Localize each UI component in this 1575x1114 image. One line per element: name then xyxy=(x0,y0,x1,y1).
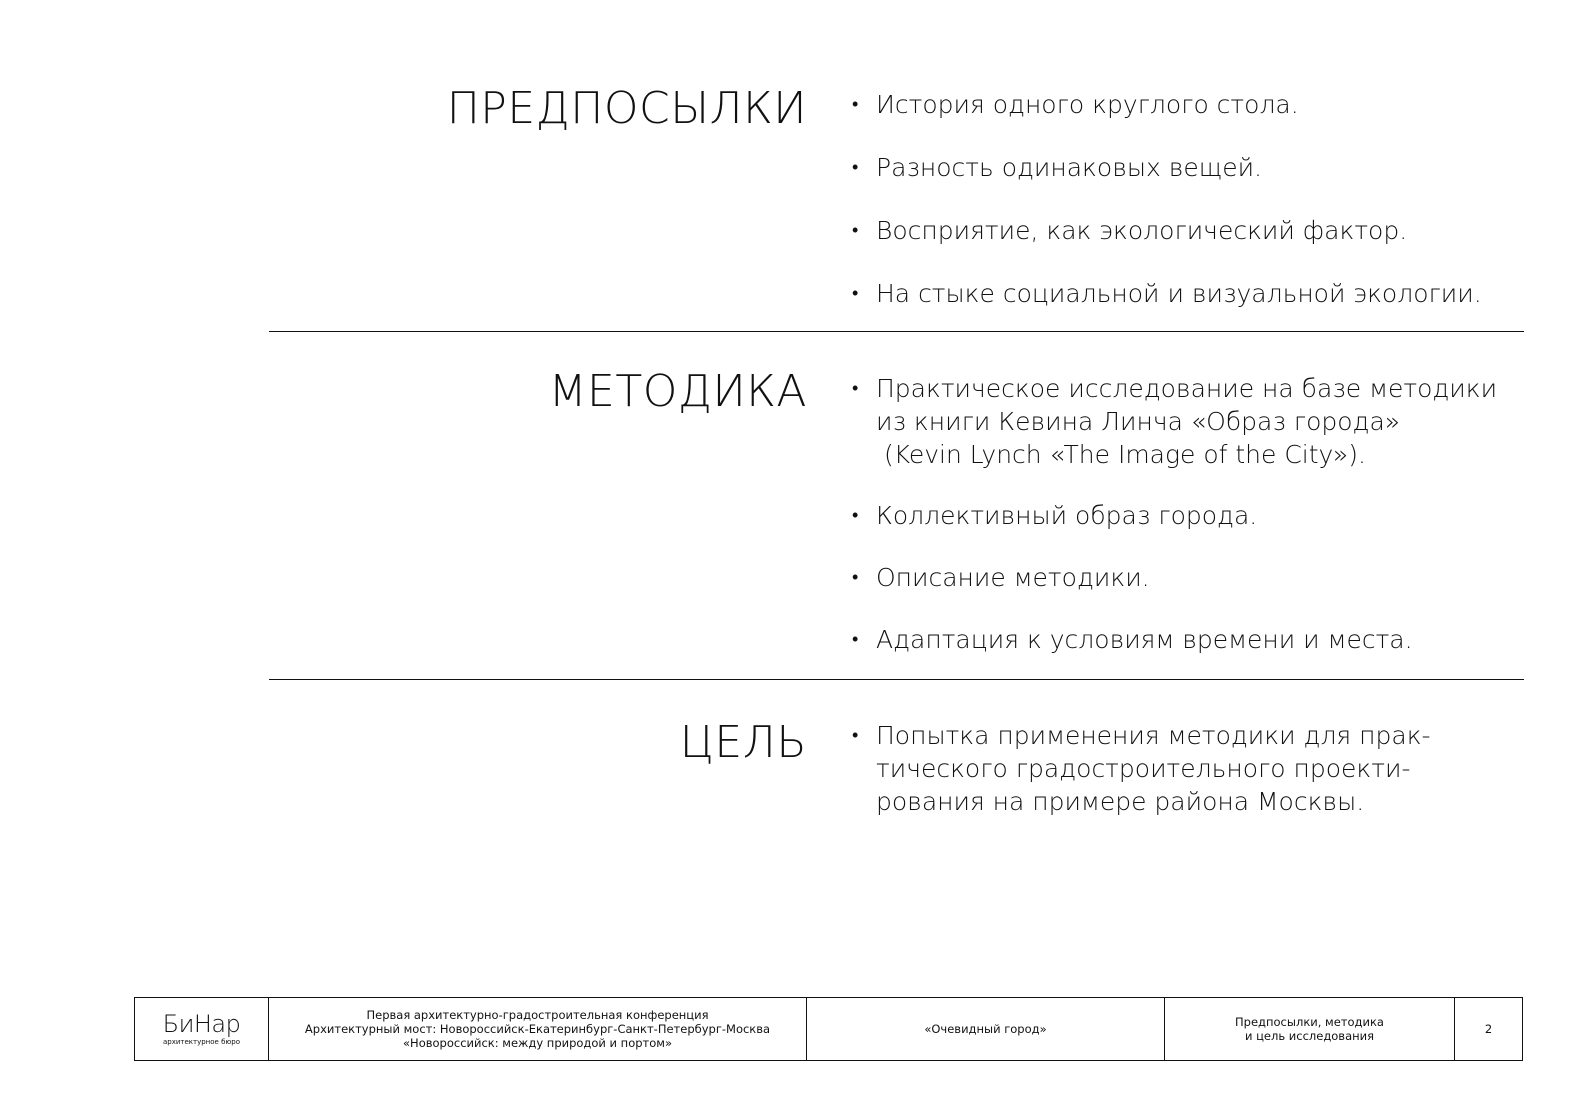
section-title-methodology: МЕТОДИКА xyxy=(548,366,807,417)
list-item: • Адаптация к условиям времени и места. xyxy=(852,623,1532,656)
list-item: • История одного круглого стола. xyxy=(852,88,1532,121)
methodology-list xyxy=(852,372,1532,656)
section-title-goal: ЦЕЛЬ xyxy=(679,717,807,768)
logo-subtitle: архитектурное бюро xyxy=(162,1037,241,1046)
list-item: • Описание методики. xyxy=(852,561,1532,594)
list-item: • Практическое исследование на базе методики из книги Кевина Линча «Образ города» (Kevin Lynch «The Image of the City»). xyxy=(852,372,1532,471)
section-title-prerequisites: ПРЕДПОСЫЛКИ xyxy=(446,83,807,134)
logo xyxy=(135,998,269,1060)
list-item: • Коллективный образ города. xyxy=(852,499,1532,532)
list-item: • Восприятие, как экологический фактор. xyxy=(852,214,1532,247)
goal-list xyxy=(852,719,1532,818)
page-number: 2 xyxy=(1484,1022,1493,1036)
list-item: • На стыке социальной и визуальной экологии. xyxy=(852,277,1532,310)
list-item: • Разность одинаковых вещей. xyxy=(852,151,1532,184)
section-divider xyxy=(269,331,1524,332)
list-item: • Попытка применения методики для прак- тического градостроительного проекти- рования на примере района Москвы. xyxy=(852,719,1532,818)
project-title: «Очевидный город» xyxy=(807,998,1165,1060)
title-block-footer xyxy=(134,997,1523,1061)
logo-mark: БиНар xyxy=(162,1009,241,1038)
conference-info: Первая архитектурно-градостроительная конференция Архитектурный мост: Новороссийск-Екатеринбург-Санкт-Петербург-Москва «Новороссийск: между природой и портом» xyxy=(269,998,807,1060)
sheet-topic: Предпосылки, методика и цель исследования xyxy=(1165,998,1455,1060)
prerequisites-list xyxy=(852,88,1532,310)
section-divider xyxy=(269,679,1524,680)
